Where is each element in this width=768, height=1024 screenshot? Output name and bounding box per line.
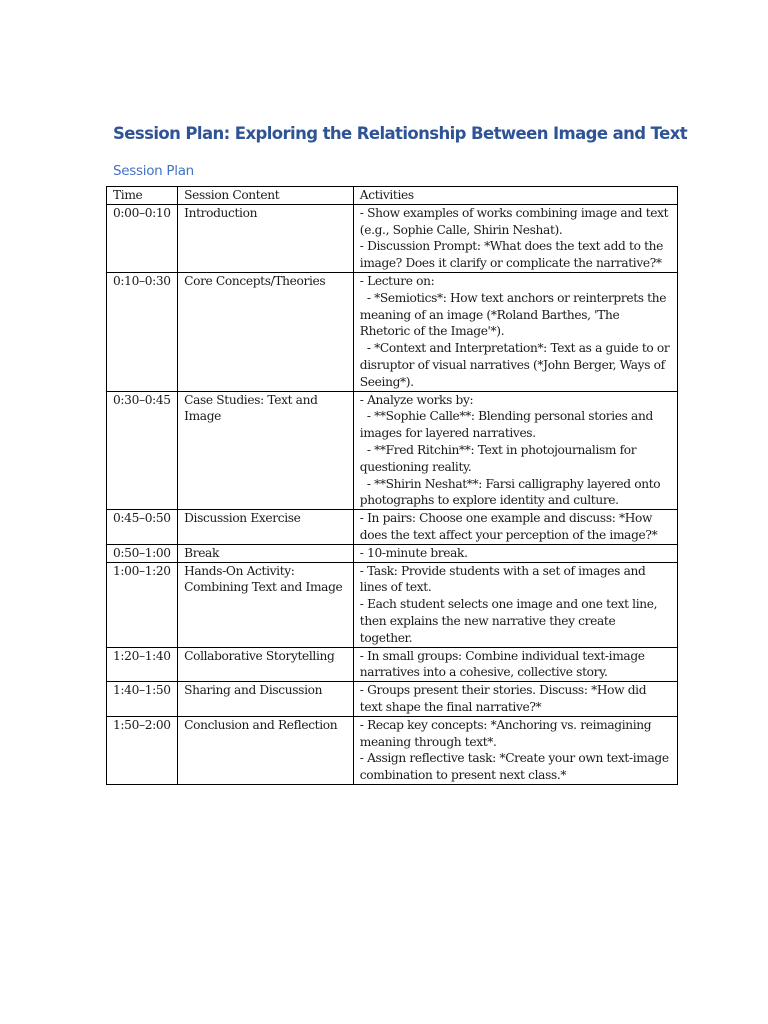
table-row xyxy=(107,544,678,562)
cell-activities xyxy=(353,647,677,682)
table-header-row xyxy=(107,187,678,205)
cell-time: 0:50–1:00 xyxy=(107,544,178,562)
activity-line: - Groups present their stories. Discuss: *How did text shape the final narrative?* xyxy=(359,683,650,714)
table-row xyxy=(107,562,678,647)
activity-line: - In pairs: Choose one example and discuss: *How does the text affect your perception of the image?* xyxy=(359,511,658,542)
header-time: Time xyxy=(107,187,178,205)
cell-session-content: Case Studies: Text and Image xyxy=(178,391,354,510)
activity-line: - Analyze works by: xyxy=(359,392,474,407)
cell-activities xyxy=(353,682,677,717)
table-row xyxy=(107,510,678,545)
cell-activities xyxy=(353,391,677,510)
activity-line: - Task: Provide students with a set of images and lines of text. xyxy=(359,563,649,595)
cell-time: 0:00–0:10 xyxy=(107,204,178,272)
activity-line: - In small groups: Combine individual text-image narratives into a cohesive, collective story. xyxy=(359,648,649,680)
activity-line: - **Shirin Neshat**: Farsi calligraphy layered onto photographs to explore identity and culture. xyxy=(359,476,664,508)
header-session-content: Session Content xyxy=(178,187,354,205)
cell-session-content: Discussion Exercise xyxy=(178,510,354,545)
cell-session-content: Collaborative Storytelling xyxy=(178,647,354,682)
cell-activities xyxy=(353,510,677,545)
session-plan-table xyxy=(106,186,678,785)
cell-time: 0:45–0:50 xyxy=(107,510,178,545)
activity-line: - **Sophie Calle**: Blending personal stories and images for layered narratives. xyxy=(359,409,657,441)
activity-line: - 10-minute break. xyxy=(359,545,468,560)
activity-line: - Each student selects one image and one text line, then explains the new narrative they create together. xyxy=(359,597,661,645)
table-row xyxy=(107,716,678,784)
cell-time: 1:20–1:40 xyxy=(107,647,178,682)
cell-time: 0:10–0:30 xyxy=(107,272,178,391)
table-body xyxy=(107,204,678,784)
cell-activities xyxy=(353,716,677,784)
table-row xyxy=(107,682,678,717)
table-row xyxy=(107,391,678,510)
document-title: Session Plan: Exploring the Relationship Between Image and Text xyxy=(113,124,688,143)
cell-session-content: Conclusion and Reflection xyxy=(178,716,354,784)
activity-line: - **Fred Ritchin**: Text in photojournalism for questioning reality. xyxy=(359,442,640,474)
activity-line: - Discussion Prompt: *What does the text add to the image? Does it clarify or complicate the narrative?* xyxy=(359,239,667,271)
activity-line: - Show examples of works combining image and text (e.g., Sophie Calle, Shirin Neshat). xyxy=(359,205,672,237)
activity-line: - Lecture on: xyxy=(359,273,435,288)
cell-time: 0:30–0:45 xyxy=(107,391,178,510)
activity-line: - Assign reflective task: *Create your own text-image combination to present next class.* xyxy=(359,751,673,783)
activity-line: - *Semiotics*: How text anchors or reinterprets the meaning of an image (*Roland Barthes, 'The Rhetoric of the Image'*). xyxy=(359,290,670,339)
cell-session-content: Core Concepts/Theories xyxy=(178,272,354,391)
cell-session-content: Break xyxy=(178,544,354,562)
cell-activities xyxy=(353,544,677,562)
activity-line: - *Context and Interpretation*: Text as a guide to or disruptor of visual narratives (*John Berger, Ways of Seeing*). xyxy=(359,341,673,389)
cell-time: 1:00–1:20 xyxy=(107,562,178,647)
table-row xyxy=(107,647,678,682)
table-row xyxy=(107,204,678,272)
cell-activities xyxy=(353,562,677,647)
section-heading: Session Plan xyxy=(113,163,194,179)
cell-session-content: Sharing and Discussion xyxy=(178,682,354,717)
table-row xyxy=(107,272,678,391)
header-activities: Activities xyxy=(353,187,677,205)
cell-session-content: Hands-On Activity: Combining Text and Image xyxy=(178,562,354,647)
cell-activities xyxy=(353,272,677,391)
cell-time: 1:50–2:00 xyxy=(107,716,178,784)
cell-activities xyxy=(353,204,677,272)
cell-session-content: Introduction xyxy=(178,204,354,272)
activity-line: - Recap key concepts: *Anchoring vs. reimagining meaning through text*. xyxy=(359,717,655,749)
cell-time: 1:40–1:50 xyxy=(107,682,178,717)
